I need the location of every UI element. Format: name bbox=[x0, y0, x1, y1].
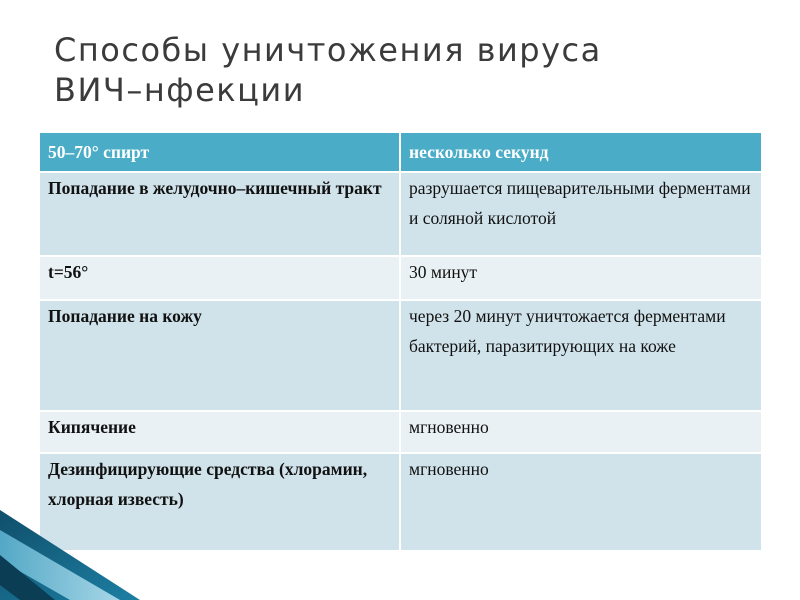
row-result-cell: мгновенно bbox=[400, 411, 762, 453]
table-row bbox=[39, 300, 762, 411]
virus-destruction-table bbox=[38, 131, 763, 552]
row-method-cell: Попадание в желудочно–кишечный тракт bbox=[39, 172, 400, 256]
corner-decoration-graphic bbox=[0, 500, 140, 600]
row-result-cell: через 20 минут уничтожается ферментами бактерий, паразитирующих на коже bbox=[400, 300, 762, 411]
table-row bbox=[39, 453, 762, 551]
header-cell-method: 50–70° спирт bbox=[39, 132, 400, 172]
slide-title bbox=[54, 30, 754, 110]
row-result-cell: разрушается пищеварительными ферментами и соляной кислотой bbox=[400, 172, 762, 256]
header-cell-time: несколько секунд bbox=[400, 132, 762, 172]
row-result-cell: мгновенно bbox=[400, 453, 762, 551]
table-row bbox=[39, 256, 762, 300]
row-method-cell: Кипячение bbox=[39, 411, 400, 453]
slide-title-line-1: Способы уничтожения вируса bbox=[54, 31, 602, 69]
row-result-cell: 30 минут bbox=[400, 256, 762, 300]
row-method-cell: Дезинфицирующие средства (хлорамин, хлорная известь) bbox=[39, 453, 400, 551]
table-row bbox=[39, 172, 762, 256]
table-header-row bbox=[39, 132, 762, 172]
row-method-cell: t=56° bbox=[39, 256, 400, 300]
table-row bbox=[39, 411, 762, 453]
slide-title-line-2: ВИЧ–нфекции bbox=[54, 71, 305, 109]
row-method-cell: Попадание на кожу bbox=[39, 300, 400, 411]
